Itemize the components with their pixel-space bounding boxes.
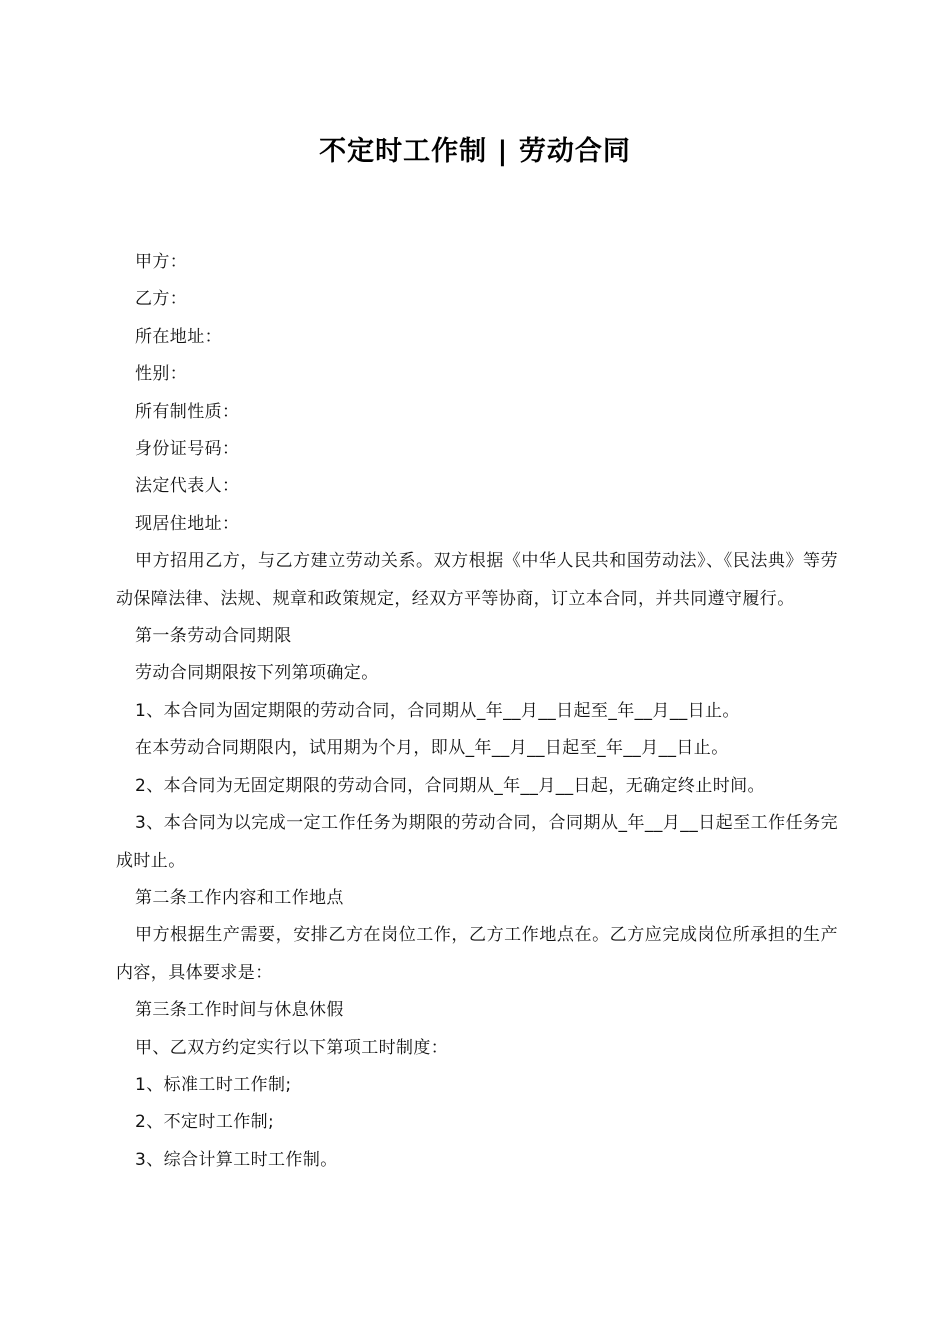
article-3-item-3: 3、综合计算工时工作制。 — [135, 1149, 338, 1170]
article-1-item-1: 1、本合同为固定期限的劳动合同，合同期从_年__月__日起至_年__月__日止。 — [135, 700, 740, 721]
article-1-item-2: 2、本合同为无固定期限的劳动合同，合同期从_年__月__日起，无确定终止时间。 — [135, 775, 765, 796]
address-field: 所在地址： — [135, 326, 222, 347]
preamble-paragraph: 甲方招用乙方，与乙方建立劳动关系。双方根据《中华人民共和国劳动法》、《民法典》等劳动保障法律、法规、规章和政策规定，经双方平等协商，订立本合同，并共同遵守履行。 — [116, 551, 838, 609]
article-1-heading: 第一条劳动合同期限 — [135, 626, 292, 647]
ownership-field: 所有制性质： — [135, 401, 240, 422]
gender-field: 性别： — [135, 364, 188, 385]
id-number-field: 身份证号码： — [135, 439, 240, 460]
article-3-item-1: 1、标准工时工作制; — [135, 1074, 292, 1095]
article-3-intro: 甲、乙双方约定实行以下第项工时制度： — [135, 1037, 449, 1058]
party-b-field: 乙方： — [135, 289, 188, 310]
document-body — [116, 244, 838, 1179]
article-2-content: 甲方根据生产需要，安排乙方在岗位工作，乙方工作地点在。乙方应完成岗位所承担的生产内容，具体要求是： — [116, 925, 838, 983]
article-2-heading: 第二条工作内容和工作地点 — [135, 887, 344, 908]
article-1-intro: 劳动合同期限按下列第项确定。 — [135, 663, 379, 684]
current-address-field: 现居住地址： — [135, 513, 240, 534]
article-3-heading: 第三条工作时间与休息休假 — [135, 1000, 344, 1021]
legal-representative-field: 法定代表人： — [135, 476, 240, 497]
party-a-field: 甲方： — [135, 252, 188, 272]
document-title: 不定时工作制 | 劳动合同 — [319, 136, 631, 167]
article-3-item-2: 2、不定时工作制; — [135, 1112, 275, 1133]
article-1-probation: 在本劳动合同期限内，试用期为个月，即从_年__月__日起至_年__月__日止。 — [135, 738, 729, 759]
article-1-item-3: 3、本合同为以完成一定工作任务为期限的劳动合同，合同期从_年__月__日起至工作任务完成时止。 — [116, 813, 838, 871]
